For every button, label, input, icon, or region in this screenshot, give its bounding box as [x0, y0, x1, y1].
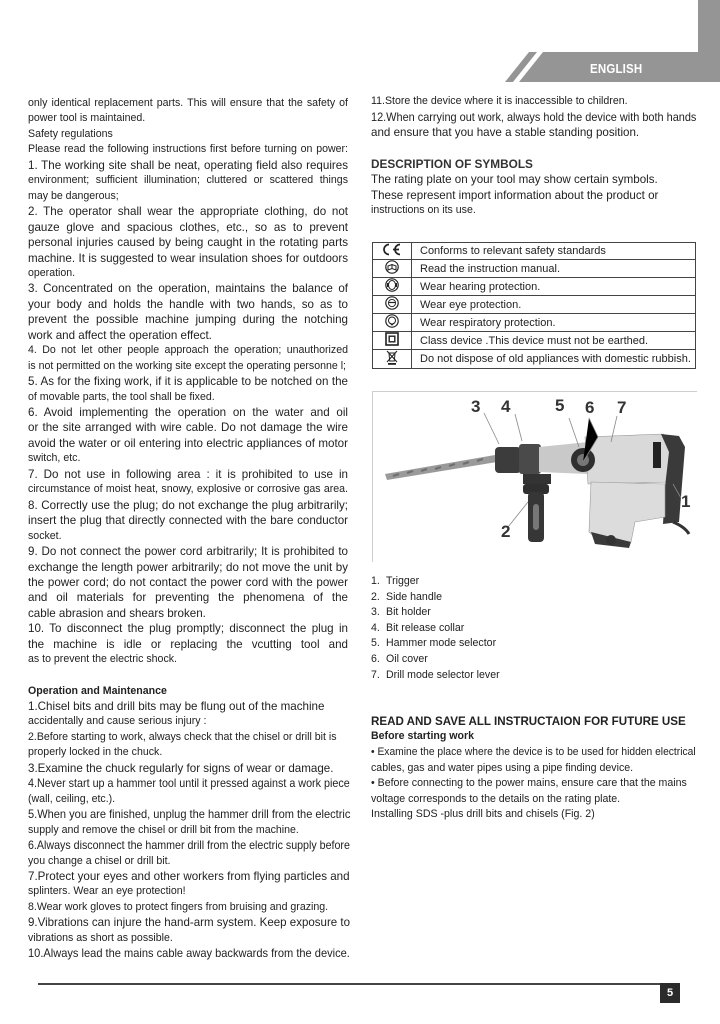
- respiratory-protection-icon: [384, 314, 400, 328]
- symbol-text: Conforms to relevant safety standards: [412, 243, 696, 260]
- text-line: properly locked in the chuck.: [28, 746, 163, 759]
- text-line: is not permitted on the working site except the operating personne l;: [28, 359, 346, 372]
- part-number: 6.: [371, 652, 380, 665]
- text-line: may be dangerous;: [28, 189, 119, 202]
- text-line: 8.Wear work gloves to protect fingers from bruising and grazing.: [28, 900, 329, 913]
- maintenance-heading: Operation and Maintenance: [28, 685, 167, 697]
- text-line: 4.Never start up a hammer tool until it pressed against a work piece: [28, 777, 350, 791]
- text-line: 1.Chisel bits and drill bits may be flung out of the machine: [28, 700, 325, 713]
- part-label: Bit holder: [386, 606, 431, 619]
- symbol-text: Class device .This device must not be earthed.: [412, 332, 696, 350]
- parts-list-item: [371, 669, 500, 685]
- callout-number: 5: [555, 396, 565, 415]
- text-line: machine. It is suggested to wear insulation shoes for outdoors: [28, 251, 348, 265]
- part-label: Hammer mode selector: [386, 637, 497, 650]
- hearing-protection-icon: [384, 278, 400, 292]
- text-line: operation.: [28, 266, 76, 279]
- crossed-bin-icon: [385, 350, 399, 365]
- symbol-text: Wear eye protection.: [412, 296, 696, 314]
- text-line: prevent the possible machine jumping during the notching: [28, 313, 348, 327]
- page-number: 5: [660, 983, 680, 1003]
- text-line: environment; sufficient illumination; cluttered or scattered things: [28, 174, 348, 187]
- text-line: personal injuries caused by being caught in the rotating parts: [28, 236, 348, 250]
- parts-list: [371, 575, 500, 684]
- language-label: ENGLISH: [590, 62, 643, 76]
- part-label: Drill mode selector lever: [386, 668, 500, 681]
- parts-list-item: [371, 622, 500, 638]
- text-line: 9. Do not connect the power cord arbitrarily; It is prohibited to: [28, 545, 348, 559]
- text-line: and ensure that you have a stable standing position.: [371, 126, 640, 139]
- symbol-row: [373, 350, 696, 369]
- text-line: exchange the length power arbitrarily; do not move the unit by: [28, 560, 348, 574]
- text-line: or the site arranged with wire cable. Do not damage the wire: [28, 421, 348, 435]
- eye-protection-icon: [384, 296, 400, 310]
- callout-number: 4: [501, 397, 511, 416]
- symbol-row: [373, 332, 696, 350]
- callout-number: 1: [681, 492, 691, 511]
- parts-list-item: [371, 591, 500, 607]
- text-line: Safety regulations: [28, 127, 113, 140]
- parts-list-item: [371, 653, 500, 669]
- parts-list-item: [371, 575, 500, 591]
- symbol-text: Read the instruction manual.: [412, 260, 696, 278]
- callout-number: 2: [501, 522, 511, 541]
- text-line: only identical replacement parts. This will ensure that the safety of: [28, 97, 348, 109]
- symbol-row: [373, 243, 696, 260]
- text-line: 12.When carrying out work, always hold the device with both hands: [371, 110, 697, 124]
- text-line: 6.Always disconnect the hammer drill from the electric supply before: [28, 839, 350, 853]
- callout-number: 6: [585, 398, 595, 417]
- text-line: 5. As for the fixing work, if it is applicable to be notched on the: [28, 375, 348, 389]
- text-line: supply and remove the chisel or drill bit from the machine.: [28, 823, 299, 836]
- text-line: 3. Concentrated on the operation, maintains the balance of: [28, 282, 348, 296]
- text-line: 7.Protect your eyes and other workers from flying particles and: [28, 869, 350, 883]
- part-number: 2.: [371, 590, 380, 603]
- text-line: insert the plug that directly connected with the bare conductor: [28, 514, 348, 528]
- text-line: switch, etc.: [28, 452, 81, 465]
- text-line: 10. To disconnect the plug promptly; disconnect the plug in: [28, 622, 348, 636]
- text-line: 9.Vibrations can injure the hand-arm system. Keep exposure to: [28, 916, 351, 930]
- read-save-heading: READ AND SAVE ALL INSTRUCTAION FOR FUTURE USE: [371, 715, 686, 728]
- symbol-text: Wear hearing protection.: [412, 278, 696, 296]
- symbol-text: Wear respiratory protection.: [412, 314, 696, 332]
- text-line: 4. Do not let other people approach the operation; unauthorized: [28, 344, 348, 357]
- text-line: The rating plate on your tool may show certain symbols.: [371, 173, 658, 186]
- text-line: These represent import information about the product or: [371, 188, 659, 202]
- text-line: 3.Examine the chuck regularly for signs of wear or damage.: [28, 761, 334, 775]
- symbol-row: [373, 296, 696, 314]
- part-label: Bit release collar: [386, 621, 465, 634]
- symbol-row: [373, 314, 696, 332]
- part-number: 3.: [371, 606, 380, 619]
- before-starting-heading: Before starting work: [371, 730, 475, 742]
- text-line: 2. The operator shall wear the appropriate clothing, do not: [28, 205, 348, 219]
- text-line: 7. Do not use in following area : it is prohibited to use in: [28, 467, 348, 481]
- text-line: 11.Store the device where it is inaccessible to children.: [371, 95, 628, 107]
- part-number: 1.: [371, 575, 380, 587]
- text-line: splinters. Wear an eye protection!: [28, 885, 186, 898]
- text-line: avoid the water or oil entering into electric appliances of motor: [28, 436, 348, 450]
- text-line: 8. Correctly use the plug; do not exchange the plug arbitrarily;: [28, 498, 348, 512]
- footer-rule: [38, 983, 660, 985]
- part-number: 5.: [371, 637, 380, 650]
- text-line: you change a chisel or drill bit.: [28, 854, 171, 867]
- part-number: 7.: [371, 668, 380, 681]
- text-line: socket.: [28, 529, 62, 542]
- parts-list-item: [371, 637, 500, 653]
- hammer-drill-figure: [372, 391, 697, 562]
- hammer-drill-illustration: [373, 392, 697, 562]
- symbol-row: [373, 260, 696, 278]
- text-line: • Before connecting to the power mains, ensure care that the mains: [371, 777, 687, 789]
- text-line: 1. The working site shall be neat, operating field also requires: [28, 158, 348, 172]
- text-line: • Examine the place where the device is to be used for hidden electrical: [371, 746, 696, 758]
- text-line: cables, gas and water pipes using a pipe finding device.: [371, 761, 634, 774]
- part-label: Side handle: [386, 590, 442, 603]
- part-label: Trigger: [386, 575, 420, 587]
- text-line: your body and holds the handle with two hands, so as to: [28, 297, 348, 311]
- text-line: of movable parts, the tool shall be fixed.: [28, 390, 215, 403]
- part-number: 4.: [371, 621, 380, 634]
- ce-mark-icon: [381, 243, 403, 256]
- text-line: accidentally and cause serious injury :: [28, 715, 207, 728]
- callout-number: 7: [617, 398, 627, 417]
- text-line: circumstance of moist heat, snowy, explosive or corrosive gas area.: [28, 483, 348, 496]
- callout-number: 3: [471, 397, 481, 416]
- text-line: the machine is idle or replacing the vcutting tool and: [28, 637, 348, 651]
- text-line: cable abrasion and shears broken.: [28, 606, 206, 620]
- text-line: power tool is maintained.: [28, 112, 146, 125]
- symbol-row: [373, 278, 696, 296]
- text-line: as to prevent the electric shock.: [28, 653, 177, 666]
- text-line: 10.Always lead the mains cable away backwards from the device.: [28, 947, 350, 961]
- part-label: Oil cover: [386, 652, 428, 665]
- class-ii-double-square-icon: [385, 332, 399, 346]
- text-line: (wall, ceiling, etc.).: [28, 792, 116, 805]
- text-line: work and affect the operation effect.: [28, 328, 212, 342]
- symbols-heading: DESCRIPTION OF SYMBOLS: [371, 157, 533, 171]
- text-line: vibrations as short as possible.: [28, 931, 173, 944]
- text-line: 2.Before starting to work, always check that the chisel or drill bit is: [28, 730, 337, 743]
- text-line: the power cord; do not contact the power cord with the power: [28, 575, 348, 589]
- text-line: instructions on its use.: [371, 204, 476, 216]
- text-line: 5.When you are finished, unplug the hammer drill from the electric: [28, 808, 351, 822]
- symbol-text: Do not dispose of old appliances with domestic rubbish.: [412, 350, 696, 369]
- text-line: and oil materials for preventing the phenomena of the: [28, 591, 348, 605]
- text-line: voltage corresponds to the details on the rating plate.: [371, 792, 621, 805]
- text-line: Please read the following instructions first before turning on power:: [28, 143, 348, 156]
- text-line: 6. Avoid implementing the operation on the water and oil: [28, 406, 348, 419]
- symbols-table: [372, 242, 696, 369]
- parts-list-item: [371, 606, 500, 622]
- read-manual-icon: [384, 260, 400, 274]
- text-line: Installing SDS -plus drill bits and chisels (Fig. 2): [371, 808, 595, 820]
- text-line: gauze glove and spacious clothes, etc., so as to prevent: [28, 220, 348, 234]
